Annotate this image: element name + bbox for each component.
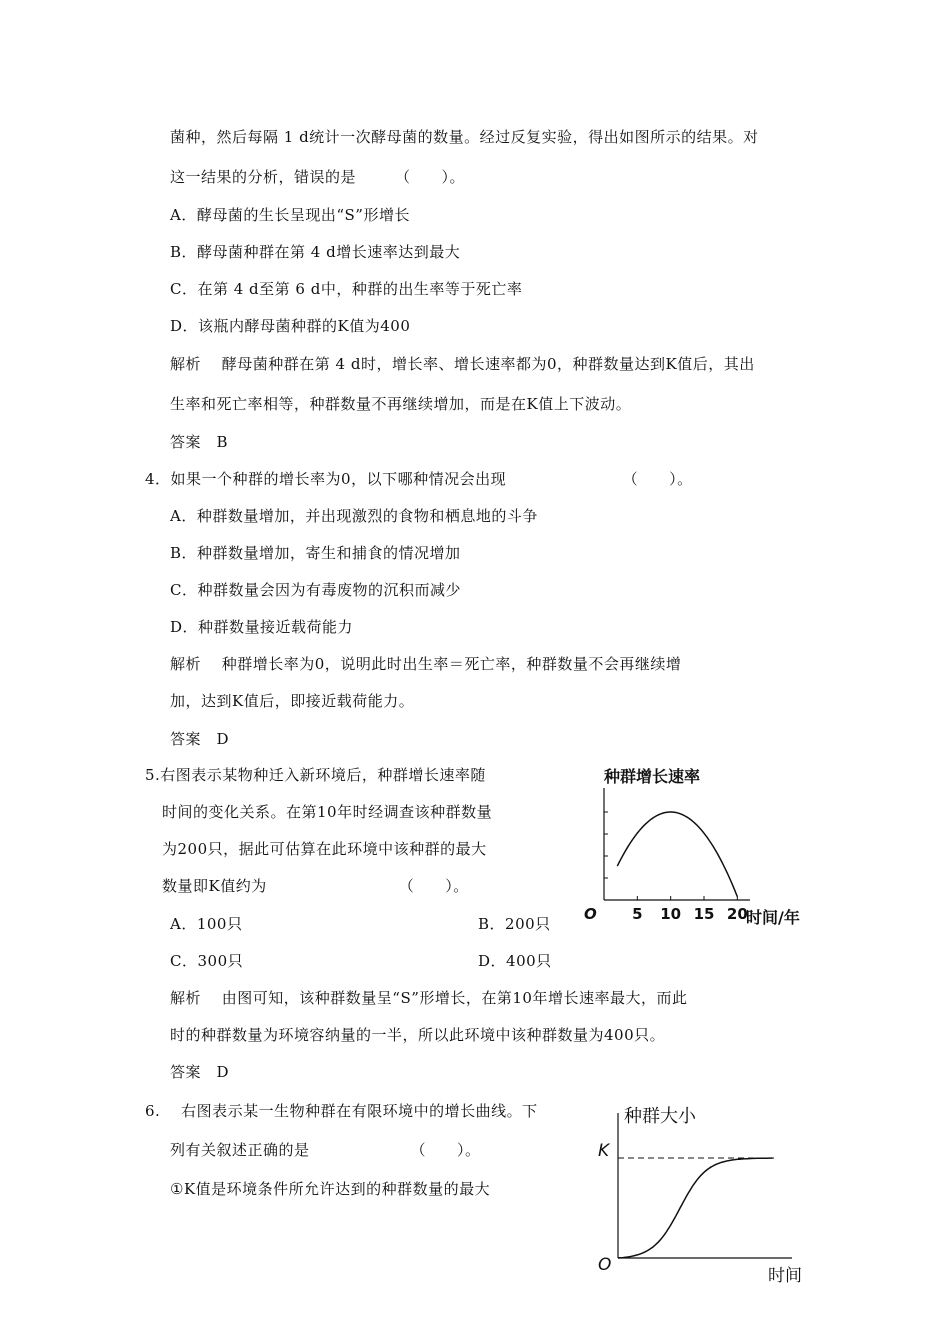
option-c: C．在第 4 d至第 6 d中，种群的出生率等于死亡率 [170,280,523,298]
option-c: C．300只 [170,952,244,970]
question-6: 6. 右图表示某一生物种群在有限环境中的增长曲线。下 [145,1102,538,1120]
k-label: K [598,1141,610,1161]
option-a: A．种群数量增加，并出现激烈的食物和栖息地的斗争 [170,507,538,525]
option-b: B．酵母菌种群在第 4 d增长速率达到最大 [170,243,461,261]
analysis-cont: 时的种群数量为环境容纳量的一半，所以此环境中该种群数量为400只。 [170,1026,666,1044]
question-6-cont: 列有关叙述正确的是 （ ）。 [170,1141,481,1159]
origin-label: O [584,905,597,923]
x-axis-label: 时间 [768,1266,802,1286]
answer: 答案 D [170,1063,230,1081]
analysis-cont: 生率和死亡率相等，种群数量不再继续增加，而是在K值上下波动。 [170,395,632,413]
analysis: 解析 由图可知，该种群数量呈“S”形增长，在第10年增长速率最大，而此 [170,989,688,1007]
question-5-cont: 数量即K值约为 （ ）。 [162,877,469,895]
option-a: A．100只 [170,915,243,933]
question-4: 4．如果一个种群的增长率为0，以下哪种情况会出现 （ ）。 [145,470,693,488]
analysis: 解析 种群增长率为0，说明此时出生率＝死亡率，种群数量不会再继续增 [170,655,682,673]
answer: 答案 D [170,730,230,748]
option-d: D．该瓶内酵母菌种群的K值为400 [170,317,411,335]
option-d: D．种群数量接近载荷能力 [170,618,354,636]
origin-label: O [598,1255,612,1275]
option-d: D．400只 [478,952,552,970]
text-line: 菌种，然后每隔 1 d统计一次酵母菌的数量。经过反复实验，得出如图所示的结果。对 [170,128,759,146]
option-b: B．200只 [478,915,551,933]
answer: 答案 B [170,433,229,451]
analysis-cont: 加，达到K值后，即接近载荷能力。 [170,692,415,710]
question-5-cont: 时间的变化关系。在第10年时经调查该种群数量 [162,803,493,821]
y-axis-label: 种群大小 [624,1106,696,1127]
x-tick-label: 20 [726,905,748,923]
question-5-cont: 为200只，据此可估算在此环境中该种群的最大 [162,840,487,858]
growth-rate-chart [578,760,818,930]
x-tick-label: 5 [632,905,643,923]
question-5: 5.右图表示某物种迁入新环境后，种群增长速率随 [145,766,486,784]
x-tick-label: 15 [693,905,715,923]
y-axis-label: 种群增长速率 [604,767,701,786]
question-stem: 这一结果的分析，错误的是 （ ）。 [170,168,466,186]
statement-1: ①K值是环境条件所允许达到的种群数量的最大 [170,1180,491,1198]
option-b: B．种群数量增加，寄生和捕食的情况增加 [170,544,461,562]
x-tick-label: 10 [660,905,682,923]
option-c: C．种群数量会因为有毒废物的沉积而减少 [170,581,461,599]
option-a: A．酵母菌的生长呈现出“S”形增长 [170,206,410,224]
x-axis-label: 时间/年 [746,908,800,927]
growth-rate-curve [617,812,737,897]
s-growth-curve [618,1158,773,1258]
population-size-chart [592,1098,812,1288]
analysis: 解析 酵母菌种群在第 4 d时，增长率、增长速率都为0，种群数量达到K值后，其出 [170,355,755,373]
